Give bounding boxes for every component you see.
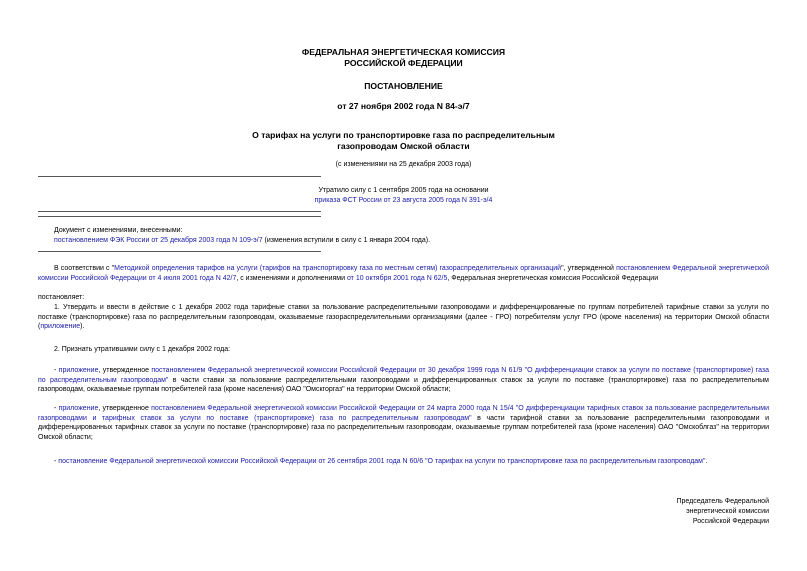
resolution-1999-link[interactable]: постановлением Федеральной энергетической комиссии Российской Федерации от 30 декабря 1999 года N 61/9	[151, 367, 523, 374]
divider	[38, 176, 321, 177]
preamble-text: ", утвержденной	[561, 265, 617, 272]
resolution-2000-title-link[interactable]: "О дифференциации тарифных ставок за пользование распределительными газопроводами и тарифных ставок за услуги по поставке (транспортировке) газа по распределительным газопроводам"	[38, 405, 769, 422]
bullet-text: , утвержденное	[98, 367, 152, 374]
methodology-link[interactable]: Методикой определения тарифов на услуги (тарифов на транспортировку газа по местным сетям) газораспределительных организаций	[114, 265, 562, 272]
preamble-text: , с изменениями и дополнениями	[236, 274, 347, 282]
resolution-1999-title-link[interactable]: "О дифференциации ставок за услуги по поставке (транспортировке) газа по распределительным газопроводам"	[38, 367, 769, 384]
bullet-text: в части ставки за пользование распределительными газопроводами и дифференцированных ставок за услуги по поставке (транспортировке) газа по распределительным газопроводам, оказываемые группам потребителей газа (кроме населения) ОАО "Омскгоргаз" на территории Омской области;	[38, 376, 769, 394]
bullet-text: .	[705, 458, 708, 465]
divider	[38, 251, 321, 252]
bullet-dash: -	[54, 405, 59, 412]
preamble-paragraph	[38, 264, 769, 283]
preamble-text: В соответствии с "	[54, 265, 115, 272]
bullet-dash: -	[54, 458, 59, 465]
signature-line3: Российской Федерации	[692, 518, 769, 525]
appendix-link[interactable]: приложение	[58, 367, 99, 374]
preamble-text: , Федеральная энергетическая комиссия Российской Федерации	[447, 274, 659, 282]
expired-text: Утратило силу с 1 сентября 2005 года на основании	[318, 187, 489, 194]
bullet-2-paragraph	[38, 404, 769, 442]
signature-line2: энергетической комиссии	[686, 508, 769, 515]
item-1-text: 1. Утвердить и ввести в действие с 1 декабря 2002 года тарифные ставки за пользование распределительными газопроводами и дифференцированные по группам потребителей тарифные ставки за услуги по поставке (транспортировке) газа по распределительным газопроводам, оказываемые газораспределительными организациями (далее - ГРО) потребителям услуг ГРО (кроме населения) на территории Омской области (	[38, 304, 769, 331]
divider	[38, 216, 321, 217]
bullet-3-paragraph	[38, 457, 769, 467]
divider	[38, 211, 321, 212]
fek-resolution-link[interactable]: постановлением Федеральной энергетической комиссии Российской Федерации от 4 июля 2001 года N 42/7	[38, 265, 769, 282]
bullet-dash: -	[54, 367, 59, 374]
amendment-link[interactable]: от 10 октября 2001 года N 62/5	[346, 274, 448, 282]
appendix-link[interactable]: приложение	[58, 405, 99, 412]
amendments-note: (с изменениями на 25 декабря 2003 года)	[335, 161, 472, 168]
doc-type: ПОСТАНОВЛЕНИЕ	[364, 81, 443, 91]
changes-link[interactable]: постановлением ФЭК России от 25 декабря 2003 года N 109-э/7	[54, 237, 263, 244]
doc-title-line1: О тарифах на услуги по транспортировке газа по распределительным	[252, 130, 555, 140]
doc-date: от 27 ноября 2002 года N 84-э/7	[337, 101, 470, 111]
expired-link-line	[0, 196, 807, 206]
appendix-link[interactable]: приложение	[40, 323, 81, 331]
changes-line	[54, 236, 769, 246]
changes-intro: Документ с изменениями, внесенными:	[54, 227, 183, 234]
bullet-text: в части тарифной ставки за пользование распределительными газопроводами и дифференцированных тарифных ставок за услуги по поставке (транспортировке) газа по распределительным газопроводам, оказываемые группам потребителей газа (кроме населения) ОАО "Омскоблгаз" на территории Омской области;	[38, 414, 769, 441]
org-name-line2: РОССИЙСКОЙ ФЕДЕРАЦИИ	[344, 58, 463, 68]
doc-title-line2: газопроводам Омской области	[337, 141, 470, 151]
signature-block	[676, 497, 769, 527]
org-name-line1: ФЕДЕРАЛЬНАЯ ЭНЕРГЕТИЧЕСКАЯ КОМИССИЯ	[301, 47, 506, 57]
resolution-2001-link[interactable]: постановление Федеральной энергетической комиссии Российской Федерации от 26 сентября 2001 года N 60/6	[58, 458, 424, 465]
item-1-text: ).	[80, 323, 85, 331]
changes-suffix: (изменения вступили в силу с 1 января 2004 года).	[262, 237, 431, 244]
resolution-2001-title-link[interactable]: "О тарифах на услуги по транспортировке газа по распределительным газопроводам"	[423, 458, 706, 465]
item-2-paragraph: 2. Признать утратившими силу с 1 декабря 2002 года:	[54, 346, 231, 353]
bullet-text: , утвержденное	[98, 405, 152, 412]
resolves-label: постановляет:	[38, 294, 85, 301]
item-1-paragraph	[38, 303, 769, 332]
bullet-1-paragraph	[38, 366, 769, 395]
expired-order-link[interactable]: приказа ФСТ России от 23 августа 2005 года N 391-э/4	[314, 197, 493, 204]
signature-line1: Председатель Федеральной	[676, 498, 769, 505]
resolution-2000-link[interactable]: постановлением Федеральной энергетической комиссии Российской Федерации от 24 марта 2000 года N 15/4	[151, 405, 514, 412]
